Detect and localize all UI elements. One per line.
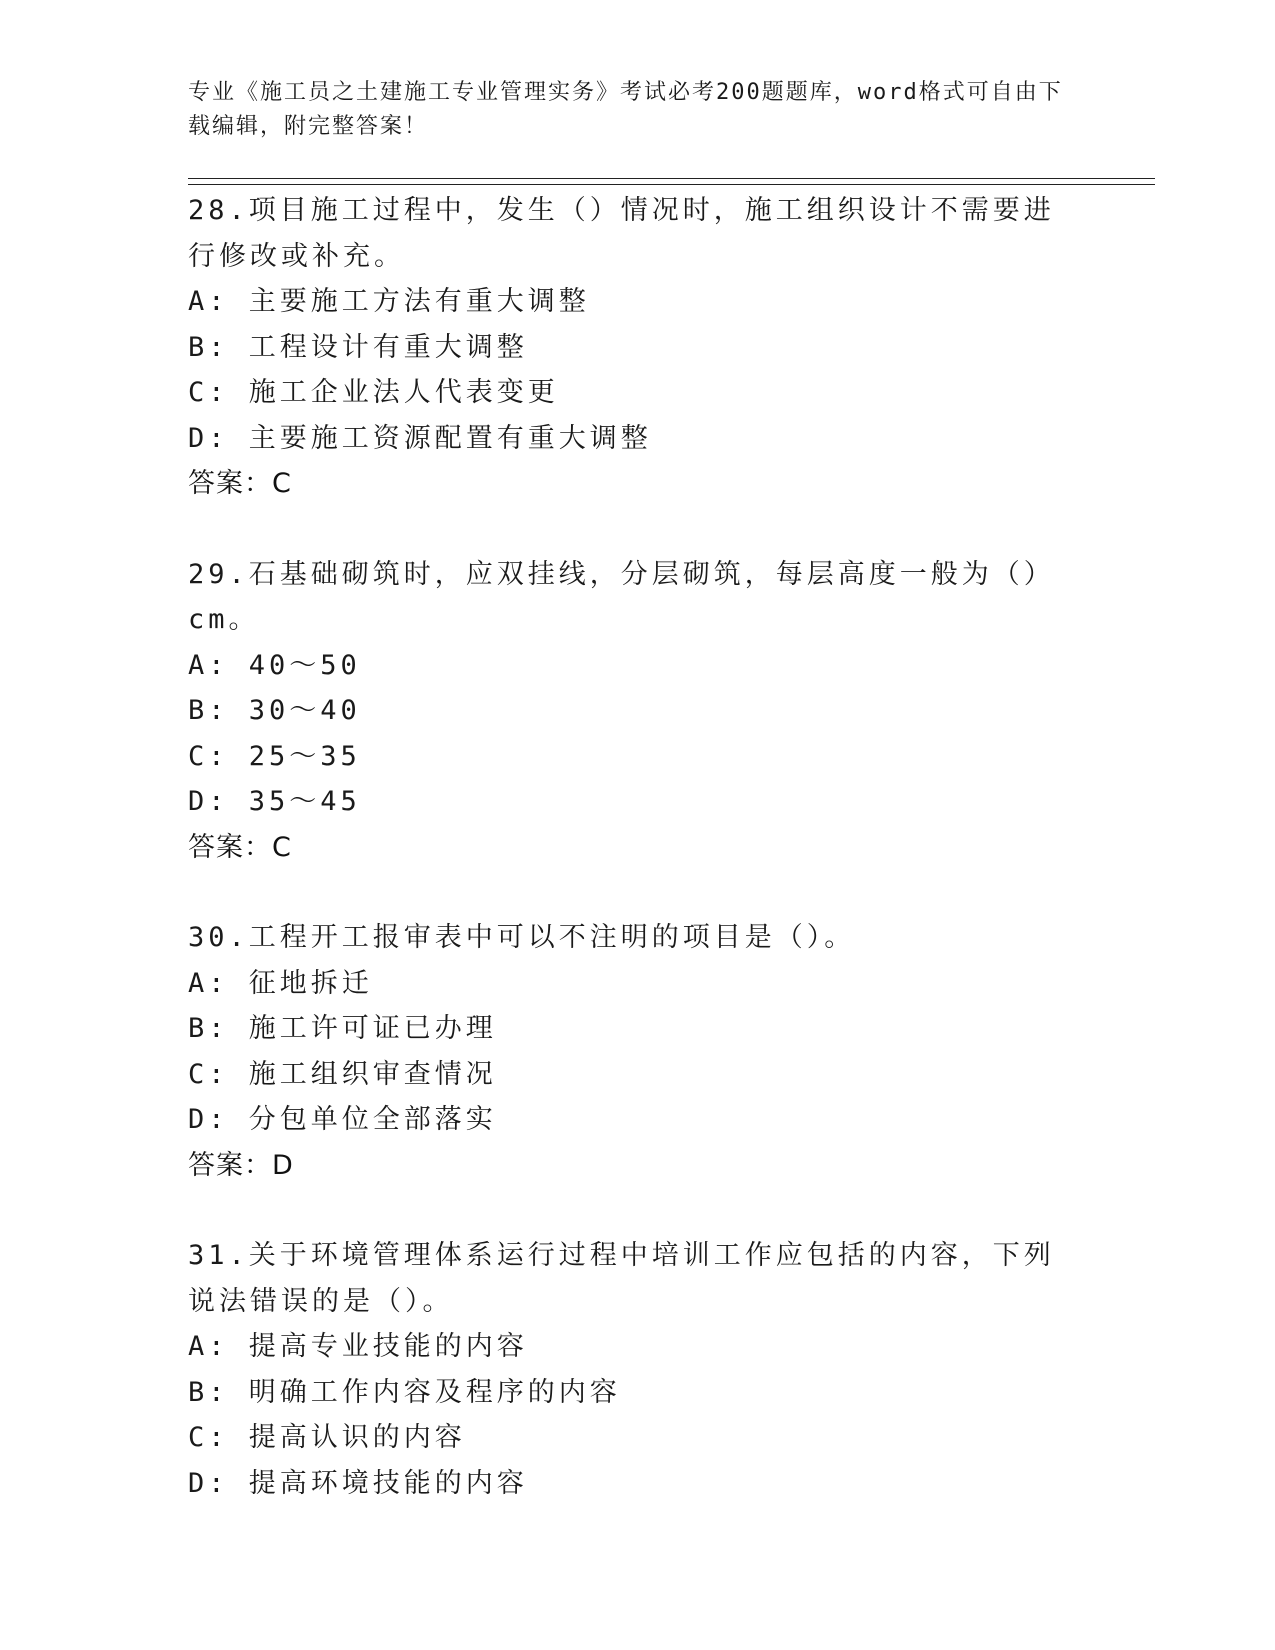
header-title: 专业《施工员之土建施工专业管理实务》考试必考200题题库，word格式可自由下载编辑，附完整答案！ xyxy=(188,80,1063,139)
option-b: B: 施工许可证已办理 xyxy=(188,1013,497,1044)
header-divider-top xyxy=(188,178,1155,179)
option-a: A: 主要施工方法有重大调整 xyxy=(188,286,590,317)
question-stem: 31.关于环境管理体系运行过程中培训工作应包括的内容，下列说法错误的是（）。 xyxy=(188,1240,1055,1317)
question-30 xyxy=(188,915,1088,1188)
option-d: D: 主要施工资源配置有重大调整 xyxy=(188,422,652,454)
question-31 xyxy=(188,1233,1088,1506)
option-a: A: 提高专业技能的内容 xyxy=(188,1331,528,1362)
option-d: D: 分包单位全部落实 xyxy=(188,1104,497,1135)
option-b: B: 明确工作内容及程序的内容 xyxy=(188,1376,621,1408)
question-stem: 29.石基础砌筑时，应双挂线，分层砌筑，每层高度一般为（）cm。 xyxy=(188,558,1055,635)
option-c: C: 施工企业法人代表变更 xyxy=(188,377,559,408)
answer: 答案：C xyxy=(188,468,292,499)
option-a: A: 征地拆迁 xyxy=(188,967,373,999)
question-stem: 30.工程开工报审表中可以不注明的项目是（）。 xyxy=(188,922,856,953)
option-c: C: 施工组织审查情况 xyxy=(188,1058,497,1090)
question-29 xyxy=(188,552,1088,871)
document-header xyxy=(188,76,1068,144)
option-b: B: 工程设计有重大调整 xyxy=(188,331,528,363)
option-c: C: 提高认识的内容 xyxy=(188,1422,466,1453)
option-c: C: 25～35 xyxy=(188,740,361,772)
answer: 答案：D xyxy=(188,1149,294,1181)
option-d: D: 提高环境技能的内容 xyxy=(188,1467,528,1499)
option-d: D: 35～45 xyxy=(188,786,361,817)
question-28 xyxy=(188,188,1088,507)
answer: 答案：C xyxy=(188,831,292,863)
question-list xyxy=(188,188,1088,1551)
header-divider-bottom xyxy=(188,184,1155,185)
option-a: A: 40～50 xyxy=(188,649,361,681)
question-stem: 28.项目施工过程中，发生（）情况时，施工组织设计不需要进行修改或补充。 xyxy=(188,195,1055,272)
option-b: B: 30～40 xyxy=(188,695,361,726)
